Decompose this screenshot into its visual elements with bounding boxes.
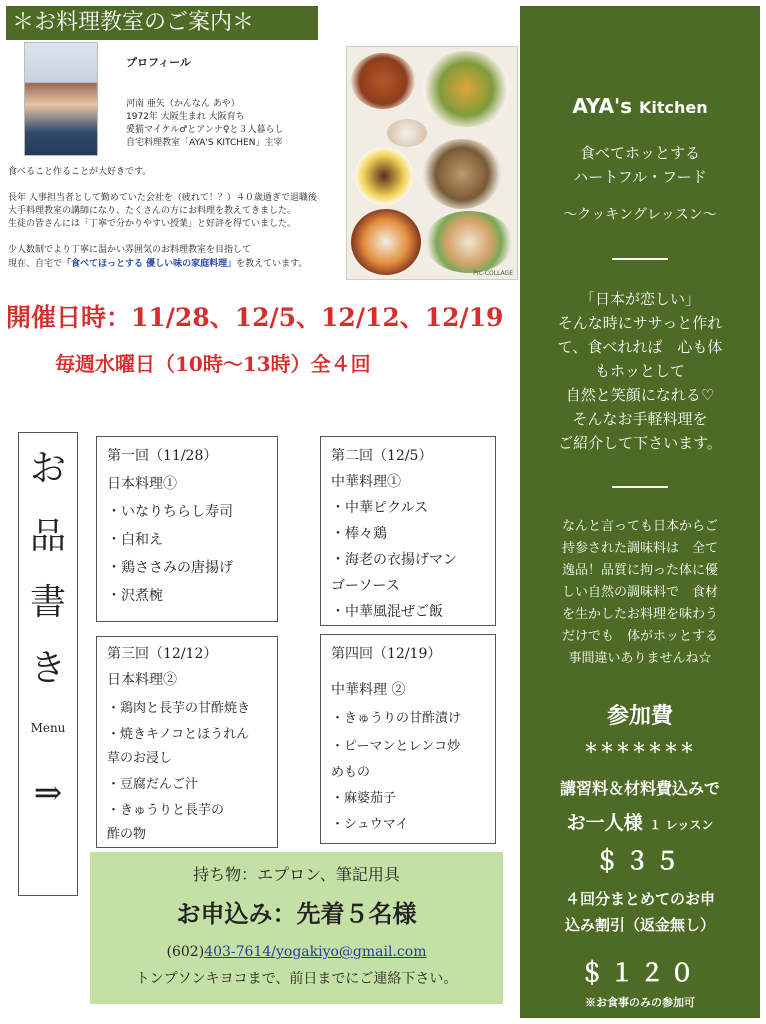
menu-item: ・棒々鶏 xyxy=(331,526,387,542)
profile-role: 自宅料理教室「AYA'S KITCHEN」主宰 xyxy=(126,138,283,148)
session-title: 第四回（12/19） xyxy=(331,646,442,662)
desc-line: 事間違いありませんね☆ xyxy=(568,651,712,666)
brand-sub: Kitchen xyxy=(638,98,708,117)
profile-para3-prefix: 現在、自宅で xyxy=(8,259,63,269)
menu-item: ゴーソース xyxy=(331,578,400,594)
menu-item: ・鶏肉と長芋の甘酢焼き xyxy=(107,701,251,716)
fee-line-3: ４回分まとめてのお申 xyxy=(564,890,715,908)
session-title: 第一回（11/28） xyxy=(107,448,218,464)
menu-char-3: 書 xyxy=(29,582,66,623)
session-box-3 xyxy=(96,636,278,848)
profile-highlight: 「食べてほっとする 優しい味の家庭料理」 xyxy=(62,259,237,269)
quote-line: 「日本が恋しい」 xyxy=(579,290,700,308)
menu-item: ・きゅうりの甘酢漬け xyxy=(331,711,462,726)
profile-para3-suffix: を教えています。 xyxy=(236,259,308,269)
menu-item: めもの xyxy=(331,765,371,780)
collage-label: PIC-COLLAGE xyxy=(473,270,513,277)
brand-title xyxy=(520,94,760,118)
bring-items: 持ち物：エプロン、筆記用具 xyxy=(193,865,400,884)
menu-item: ・いなりちらし寿司 xyxy=(107,504,233,520)
dish-rice-bowl xyxy=(355,147,413,205)
fee-per-person: お一人様 xyxy=(566,812,643,834)
brand-main: AYA's xyxy=(572,94,632,118)
dish-shiraae xyxy=(425,211,513,273)
profile-para2-line2: 大手料理教室の講師になり、たくさんの方にお料理を教えてきました。 xyxy=(8,206,297,216)
quote-line: そんな時にササっと作れ xyxy=(557,314,723,332)
contact-note: トンプソンキヨコまで、前日までにご連絡下さい。 xyxy=(135,971,458,987)
menu-item: ・豆腐だんご汁 xyxy=(107,777,199,792)
price-bundle: ＄１２０ xyxy=(580,958,700,987)
menu-item: ・沢煮椀 xyxy=(107,588,163,604)
dish-miso-soup xyxy=(423,139,501,209)
profile-para3-line2 xyxy=(8,258,307,271)
session-box-4 xyxy=(320,634,496,844)
menu-heading-box xyxy=(18,432,78,896)
separator xyxy=(612,486,668,488)
session-title: 第二回（12/5） xyxy=(331,448,433,464)
quote-line: て、食べれれば 心も体 xyxy=(557,338,723,356)
food-photo-collage xyxy=(346,46,518,280)
menu-char-2: 品 xyxy=(29,516,66,557)
meal-only-note: ※お食事のみの参加可 xyxy=(585,996,695,1009)
dish-karaage xyxy=(351,53,415,109)
phone-prefix: (602) xyxy=(166,944,205,960)
profile-photo xyxy=(24,42,98,156)
quote-line: もホッとして xyxy=(594,362,685,380)
profile-name: 河南 亜矢（かんなん あや） xyxy=(126,99,240,109)
separator xyxy=(612,258,668,260)
menu-item: ・焼きキノコとほうれん xyxy=(107,727,250,742)
profile-para1: 食べること作ることが大好きです。 xyxy=(8,167,152,177)
desc-line: だけでも 体がホッとする xyxy=(561,629,718,644)
profile-family: 愛猫マイケル♂とアンナ♀と３人暮らし xyxy=(126,125,284,135)
fee-stars: ＊＊＊＊＊＊＊ xyxy=(584,741,696,757)
menu-item: 酢の物 xyxy=(107,827,147,842)
tagline-1: 食べてホッとする xyxy=(579,144,700,162)
info-sidebar xyxy=(520,6,760,1018)
menu-item: 草のお浸し xyxy=(107,751,173,766)
profile-born: 1972年 大阪生まれ 大阪育ち xyxy=(126,112,245,122)
page-header xyxy=(6,6,318,40)
dish-nimono xyxy=(351,209,421,275)
arrow-right-icon: ⇒ xyxy=(33,773,63,813)
menu-item: ・中華ピクルス xyxy=(331,500,429,516)
dish-small-bowl xyxy=(387,119,427,147)
session-category: 中華料理① xyxy=(331,474,401,490)
apply-info: お申込み：先着５名様 xyxy=(176,899,417,928)
session-box-2 xyxy=(320,436,496,626)
menu-item: ・麻婆茄子 xyxy=(331,791,397,806)
profile-heading: プロフィール xyxy=(126,56,191,69)
tagline-2: ハートフル・フード xyxy=(573,168,707,186)
menu-char-4: き xyxy=(29,648,66,689)
profile-para2-line3: 生徒の皆さんには「丁寧で分かりやすい授業」と好評を得ていました。 xyxy=(8,219,297,229)
fee-line-2 xyxy=(520,810,760,838)
desc-line: 持参された調味料は 全て xyxy=(561,541,718,556)
quote-line: 自然と笑顔になれる♡ xyxy=(565,386,715,404)
profile-para3-line1: 少人数制でより丁寧に温かい雰囲気のお料理教室を目指して xyxy=(8,245,252,255)
desc-line: なんと言っても日本からご xyxy=(561,519,718,534)
menu-item: ・白和え xyxy=(107,532,163,548)
session-category: 日本料理① xyxy=(107,476,177,492)
quote-line: ご紹介して下さいます。 xyxy=(558,434,722,452)
menu-item: ・シュウマイ xyxy=(331,817,409,832)
desc-line: しい自然の調味料で 食材 xyxy=(561,585,718,600)
contact-phone-email xyxy=(90,944,503,960)
dish-chirashi xyxy=(421,51,511,127)
fee-line-1: 講習料＆材料費込みで xyxy=(559,779,720,798)
session-box-1 xyxy=(96,436,278,622)
profile-para2-line1: 長年 人事担当者として勤めていた会社を（疲れて！？）４０歳過ぎで退職後 xyxy=(8,193,317,203)
event-weekly: 毎週水曜日（10時～13時）全４回 xyxy=(55,352,371,376)
desc-line: を生かしたお料理を味わう xyxy=(561,607,718,622)
session-category: 日本料理② xyxy=(107,672,177,688)
menu-item: ・きゅうりと長芋の xyxy=(107,803,225,818)
desc-line: 逸品！品質に拘った体に優 xyxy=(561,563,718,578)
menu-item: ・鶏ささみの唐揚げ xyxy=(107,560,233,576)
session-category: 中華料理 ② xyxy=(331,682,406,698)
price-single: ＄３５ xyxy=(595,846,685,875)
phone-email-link[interactable]: 403-7614/yogakiyo@gmail.com xyxy=(204,944,427,960)
quote-line: そんなお手軽料理を xyxy=(572,410,708,428)
fee-line-4: 込み割引（返金無し） xyxy=(564,916,715,934)
fee-per-lesson: １ レッスン xyxy=(649,818,714,832)
menu-item: ・中華風混ぜご飯 xyxy=(331,604,443,620)
menu-item: ・海老の衣揚げマン xyxy=(331,552,457,568)
application-box xyxy=(90,852,503,1004)
fee-title: 参加費 xyxy=(606,703,673,729)
menu-label: Menu xyxy=(30,721,66,735)
tagline-3: ～クッキングレッスン～ xyxy=(563,207,717,223)
menu-char-1: お xyxy=(29,448,66,489)
event-dates: 開催日時：11/28、12/5、12/12、12/19 xyxy=(6,303,504,332)
session-title: 第三回（12/12） xyxy=(107,646,218,662)
header-title: ＊お料理教室のご案内＊ xyxy=(12,10,255,35)
menu-item: ・ピーマンとレンコ炒 xyxy=(331,739,461,754)
